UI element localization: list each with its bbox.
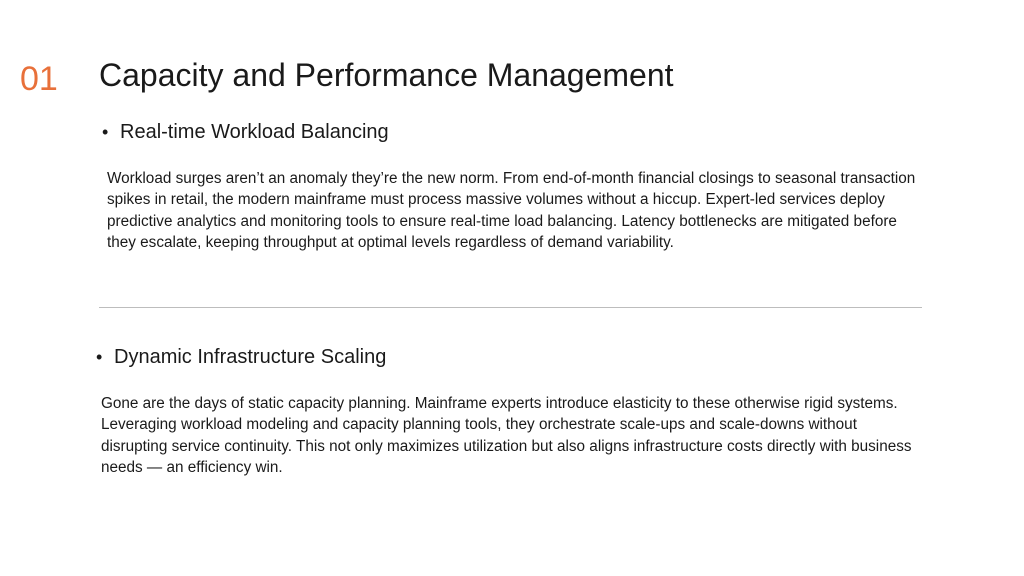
- bullet-icon: •: [102, 122, 109, 142]
- section-heading-row: [96, 343, 922, 371]
- section-body: Gone are the days of static capacity planning. Mainframe experts introduce elasticity to these otherwise rigid systems. Leveraging workload modeling and capacity planning tools, they orchestrate scale-ups and scale-downs without disrupting service continuity. This not only maximizes utilization but also aligns infrastructure costs directly with business needs — an efficiency win.: [101, 395, 912, 477]
- section-realtime-workload-balancing: [102, 118, 922, 254]
- bullet-icon: •: [96, 347, 103, 367]
- section-body: Workload surges aren’t an anomaly they’re the new norm. From end-of-month financial closings to seasonal transaction spikes in retail, the modern mainframe must process massive volumes without a hiccup. Expert-led services deploy predictive analytics and monitoring tools to ensure real-time load balancing. Latency bottlenecks are mitigated before they escalate, keeping throughput at optimal levels regardless of demand variability.: [107, 170, 916, 252]
- section-divider: [99, 307, 922, 308]
- section-heading: Real-time Workload Balancing: [120, 121, 389, 143]
- slide-number: 01: [20, 60, 58, 98]
- section-dynamic-infrastructure-scaling: [96, 343, 922, 479]
- section-heading: Dynamic Infrastructure Scaling: [114, 346, 387, 368]
- section-heading-row: [102, 118, 922, 146]
- page-title: Capacity and Performance Management: [99, 57, 674, 93]
